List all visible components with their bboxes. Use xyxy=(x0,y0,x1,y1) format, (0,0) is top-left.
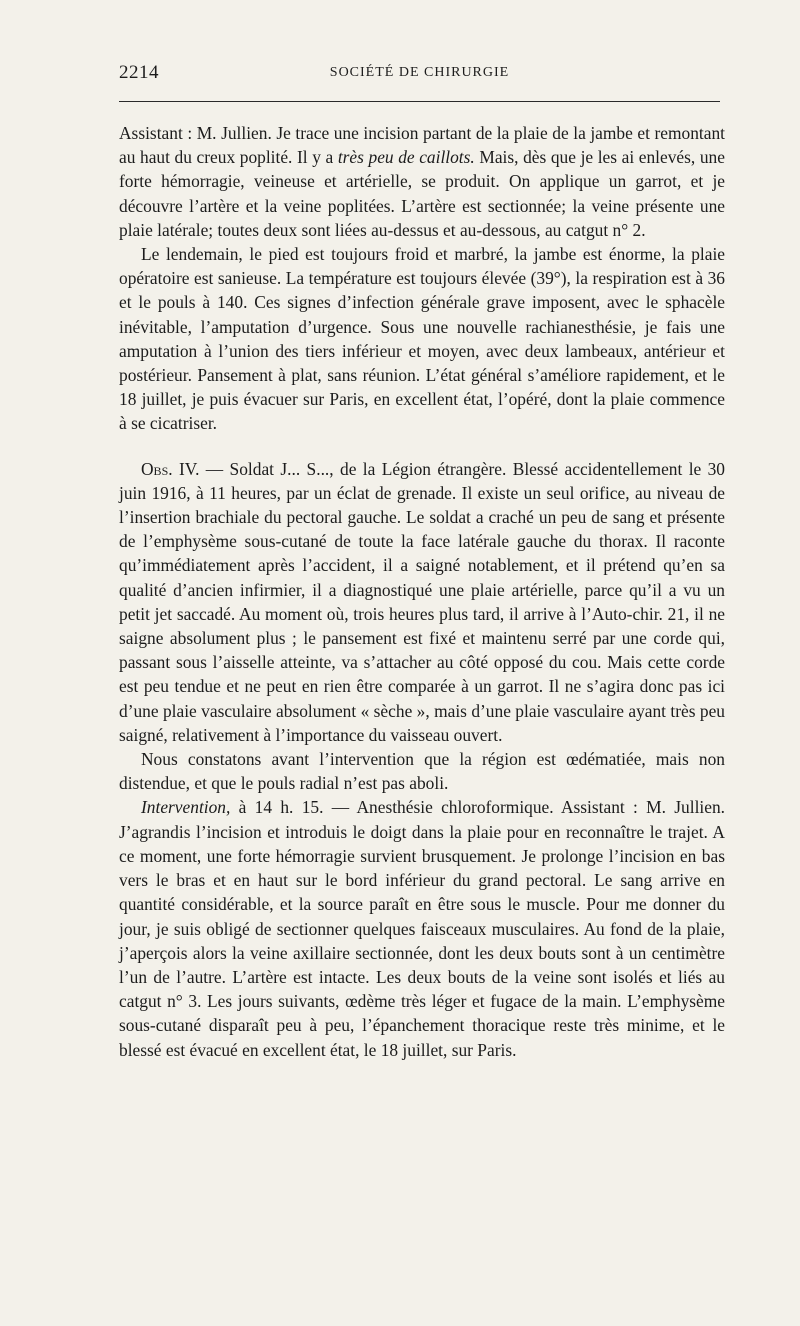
page-number: 2214 xyxy=(119,62,159,83)
obs-heading: Obs. IV. xyxy=(141,458,200,479)
intervention-heading: Intervention, xyxy=(141,797,231,818)
paragraph-assistant xyxy=(119,121,725,242)
header-rule xyxy=(119,101,720,102)
paragraph-lendemain: Le lendemain, le pied est toujours froid et marbré, la jambe est énorme, la plaie opératoire est sanieuse. La température est toujours élevée (39°), la respiration est à 36 et le pouls à 140. Ces signes d’infection générale grave imposent, avec le sphacèle inévitable, l’amputation d’urgence. Sous une nouvelle rachianesthésie, je fais une amputation à l’union des tiers inférieur et moyen, avec deux lambeaux, antérieur et postérieur. Pansement à plat, sans réunion. L’état général s’améliore rapidement, et le 18 juillet, je puis évacuer sur Paris, en excellent état, l’opéré, dont la plaie commence à se cicatriser. xyxy=(119,244,725,434)
running-title: SOCIÉTÉ DE CHIRURGIE xyxy=(329,65,510,80)
obs-iv-text: — Soldat J... S..., de la Légion étrangère. Blessé accidentellement le 30 juin 1916, à 11 heures, par un éclat de grenade. Il existe un seul orifice, au niveau de l’insertion brachiale du pectoral gauche. Le soldat a craché un peu de sang et présente de l’emphysème sous-cutané de toute la face latérale gauche du thorax. Il raconte qu’immédiatement après l’accident, il a saigné notablement, et il prétend qu’en sa qualité d’ancien infirmier, il a diagnostiqué une plaie artérielle, parce qu’il a vu un petit jet saccadé. Au moment où, trois heures plus tard, il arrive à l’Auto-chir. 21, il ne saigne absolument plus ; le pansement est fixé et maintenu serré par une corde qui, passant sous l’aisselle atteinte, va s’attacher au côté opposé du cou. Mais cette corde est peu tendue et ne peut en rien être comparée à un garrot. Il ne s’agira donc pas ici d’une plaie vasculaire absolument « sèche », mais d’une plaie vasculaire ayant très peu saigné, relativement à l’importance du vaisseau ouvert. xyxy=(119,458,726,745)
paragraph-assistant-text-a: Assistant : M. Jullien. Je trace une incision partant de la plaie de la jambe et remontant au haut du creux poplité. Il y a xyxy=(119,123,725,168)
paragraph-assistant-text-b: Mais, dès que je les ai enlevés, une forte hémorragie, veineuse et artérielle, se produit. On applique un garrot, et je découvre l’artère et la veine poplitées. L’artère est sectionnée; la veine présente une plaie latérale; toutes deux sont liées au-dessus et au-dessous, au catgut n° 2. xyxy=(119,147,725,240)
paragraph-intervention xyxy=(119,795,725,1061)
page-header xyxy=(119,62,720,86)
paragraph-assistant-emphasis: très peu de caillots. xyxy=(337,147,475,168)
paragraph-constatons: Nous constatons avant l’intervention que la région est œdématiée, mais non distendue, et que le pouls radial n’est pas aboli. xyxy=(119,749,725,794)
intervention-text: à 14 h. 15. — Anesthésie chloroformique. Assistant : M. Jullien. J’agrandis l’incision et introduis le doigt dans la plaie pour en reconnaître le trajet. A ce moment, une forte hémorragie survient brusquement. Je prolonge l’incision en bas vers le bras et en haut sur le bord inférieur du grand pectoral. Le sang arrive en quantité considérable, et la source paraît en être sous le muscle. Pour me donner du jour, je suis obligé de sectionner quelques faisceaux musculaires. Au fond de la plaie, j’aperçois alors la veine axillaire sectionnée, dont les deux bouts sont à un centimètre l’un de l’autre. L’artère est intacte. Les deux bouts de la veine sont isolés et liés au catgut n° 3. Les jours suivants, œdème très léger et fugace de la main. L’emphysème sous-cutané disparaît peu à peu, l’épanchement thoracique reste très minime, et le blessé est évacué en excellent état, le 18 juillet, sur Paris. xyxy=(119,797,725,1060)
paragraph-obs-iv xyxy=(119,457,725,747)
body-text xyxy=(119,121,725,1062)
